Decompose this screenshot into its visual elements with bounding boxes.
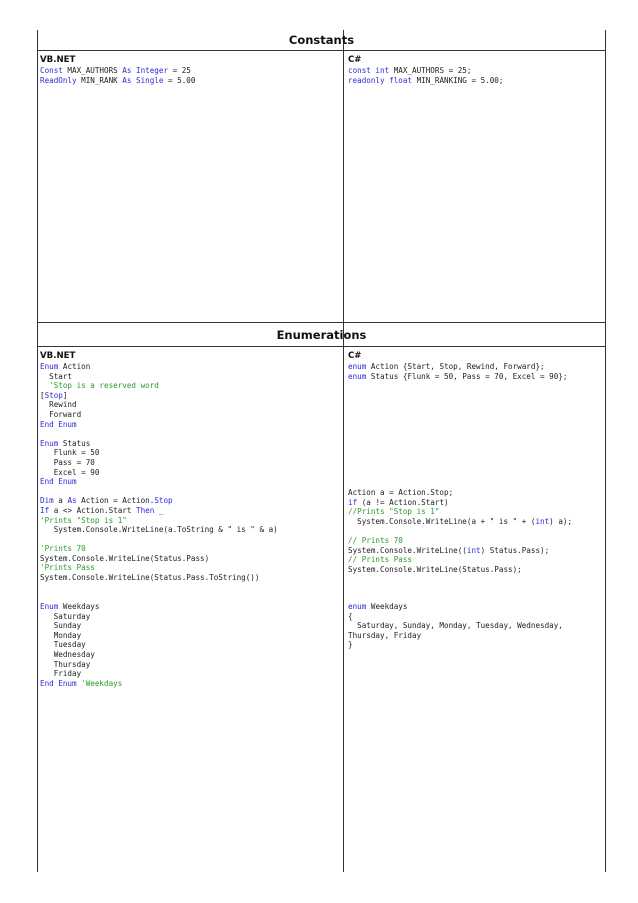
code-line	[348, 372, 603, 382]
code-text: System.Console.WriteLine(Status.Pass.ToString())	[40, 573, 260, 583]
code-text: MAX_AUTHORS = 25;	[389, 66, 472, 75]
code-text: Pass = 70	[40, 457, 95, 467]
table-column-divider	[343, 30, 344, 872]
code-text: Monday	[40, 630, 82, 640]
code-text: Saturday, Sunday, Monday, Tuesday, Wednesday,	[348, 621, 563, 631]
code-keyword: As	[67, 496, 77, 506]
code-line	[40, 535, 340, 545]
code-block	[348, 488, 572, 574]
code-block	[40, 602, 122, 688]
code-line	[348, 488, 572, 498]
table-left-border	[37, 30, 38, 872]
document-table	[37, 30, 606, 872]
code-line	[40, 650, 122, 660]
code-line	[348, 612, 563, 622]
code-line	[40, 679, 122, 689]
code-text: Thursday	[40, 659, 91, 669]
code-line	[348, 507, 572, 517]
code-line	[348, 526, 572, 536]
code-line	[348, 555, 572, 565]
code-keyword: End Enum	[40, 477, 77, 487]
code-text: {	[348, 611, 353, 621]
code-comment: 'Prints 70	[40, 544, 86, 554]
code-line	[40, 381, 340, 391]
code-keyword: As Single	[122, 75, 164, 85]
code-line	[348, 565, 572, 575]
table-right-border	[605, 30, 606, 872]
code-text: Wednesday	[40, 649, 95, 659]
code-block	[40, 66, 340, 85]
code-line	[40, 391, 340, 401]
code-keyword: End Enum	[40, 678, 77, 688]
code-line	[40, 468, 340, 478]
section-title-enumerations: Enumerations	[276, 328, 367, 342]
code-keyword: Dim	[40, 496, 54, 506]
code-keyword: enum	[348, 371, 367, 381]
enumerations-csharp-cell	[348, 350, 603, 650]
code-text: _	[154, 505, 164, 515]
code-line	[40, 525, 340, 535]
code-block	[348, 602, 563, 650]
code-text: Rewind	[40, 400, 77, 410]
code-keyword: Then	[136, 505, 155, 515]
code-keyword: Stop	[44, 390, 63, 400]
code-line	[40, 487, 340, 497]
code-text: a	[53, 496, 68, 506]
language-label: C#	[348, 55, 362, 65]
enumerations-vbnet-cell	[40, 350, 340, 688]
code-line	[40, 516, 340, 526]
code-line	[40, 631, 122, 641]
code-text: = 25	[168, 66, 191, 75]
code-line	[348, 66, 603, 76]
code-text: Weekdays	[366, 602, 408, 611]
code-text: ]	[62, 390, 68, 400]
section-divider	[37, 50, 606, 51]
code-line	[40, 66, 340, 76]
section-divider	[37, 346, 606, 347]
code-line	[40, 573, 340, 583]
code-keyword: As Integer	[122, 66, 169, 75]
code-line	[40, 76, 340, 86]
code-text: Friday	[40, 669, 82, 679]
code-text: System.Console.WriteLine((	[348, 545, 467, 555]
code-keyword: If	[40, 505, 50, 515]
code-keyword: Enum	[40, 602, 59, 611]
code-text: Status	[58, 438, 91, 448]
code-comment: 'Stop is a reserved word	[40, 381, 159, 391]
code-text: Weekdays	[58, 602, 100, 611]
code-keyword: enum	[348, 362, 367, 371]
code-comment: // Prints 70	[348, 535, 403, 545]
code-comment: 'Prints "Stop is 1"	[40, 515, 127, 525]
code-line	[348, 536, 572, 546]
code-comment: // Prints Pass	[348, 555, 413, 565]
code-line	[40, 640, 122, 650]
code-text: MIN_RANKING = 5.00;	[412, 75, 504, 85]
language-label: VB.NET	[40, 351, 76, 361]
code-keyword: int	[535, 516, 550, 526]
code-text: ) Status.Pass);	[480, 545, 550, 555]
code-text: Status {Flunk = 50, Pass = 70, Excel = 90};	[366, 371, 568, 381]
constants-vbnet-cell	[40, 54, 340, 85]
code-text: Flunk = 50	[40, 448, 100, 458]
code-line	[40, 544, 340, 554]
code-keyword: readonly float	[348, 75, 413, 85]
code-keyword: Const	[40, 66, 63, 75]
section-divider	[37, 322, 606, 323]
language-label: VB.NET	[40, 55, 76, 65]
code-line	[40, 496, 340, 506]
code-text: Excel = 90	[40, 467, 100, 477]
code-text: System.Console.WriteLine(a + " is " + (	[348, 516, 536, 526]
code-text: = 5.00	[163, 75, 196, 85]
code-keyword: Enum	[40, 438, 59, 448]
code-text: Thursday, Friday	[348, 630, 422, 640]
code-text: }	[348, 640, 353, 650]
code-block	[40, 362, 340, 583]
code-keyword: End Enum	[40, 419, 77, 429]
code-text: ) a);	[549, 516, 573, 526]
code-comment: 'Weekdays	[76, 678, 123, 688]
code-text: Saturday	[40, 611, 91, 621]
code-block	[348, 66, 603, 85]
code-line	[348, 517, 572, 527]
code-line	[40, 612, 122, 622]
code-text: MIN_RANK	[76, 75, 123, 85]
code-line	[40, 621, 122, 631]
code-line	[348, 602, 563, 612]
code-keyword: ReadOnly	[40, 75, 77, 85]
code-comment: 'Prints Pass	[40, 563, 95, 573]
code-text: MAX_AUTHORS	[62, 66, 123, 75]
code-line	[40, 448, 340, 458]
code-line	[40, 554, 340, 564]
code-text: System.Console.WriteLine(Status.Pass)	[40, 553, 210, 563]
code-text: Tuesday	[40, 640, 86, 650]
code-text: System.Console.WriteLine(a.ToString & " is " & a)	[40, 525, 278, 535]
code-line	[40, 439, 340, 449]
code-line	[348, 631, 563, 641]
code-keyword: int	[466, 545, 481, 555]
code-line	[40, 602, 122, 612]
code-line	[40, 362, 340, 372]
code-line	[40, 372, 340, 382]
code-text: Action = Action.	[76, 496, 155, 506]
code-line	[348, 621, 563, 631]
code-line	[348, 362, 603, 372]
code-keyword: enum	[348, 602, 367, 611]
code-text: Forward	[40, 409, 82, 419]
constants-csharp-cell	[348, 54, 603, 85]
code-line	[40, 400, 340, 410]
code-keyword: const int	[348, 66, 390, 75]
code-line	[40, 458, 340, 468]
code-line	[40, 506, 340, 516]
code-text: a <> Action.Start	[49, 505, 137, 515]
code-block	[348, 362, 603, 381]
code-text: Action {Start, Stop, Rewind, Forward};	[366, 362, 545, 371]
code-line	[40, 429, 340, 439]
code-line	[40, 477, 340, 487]
code-line	[40, 660, 122, 670]
code-text: Start	[40, 371, 73, 381]
code-line	[348, 640, 563, 650]
section-title-constants: Constants	[288, 33, 355, 47]
code-text: (a != Action.Start)	[357, 497, 449, 507]
language-label: C#	[348, 351, 362, 361]
code-text: System.Console.WriteLine(Status.Pass);	[348, 564, 522, 574]
code-comment: //Prints "Stop is 1"	[348, 507, 440, 517]
code-text: Action a = Action.Stop;	[348, 488, 454, 497]
code-line	[348, 498, 572, 508]
code-keyword: Enum	[40, 362, 59, 371]
code-text: [	[40, 390, 45, 400]
code-keyword: if	[348, 497, 358, 507]
code-keyword: Stop	[154, 496, 173, 506]
code-line	[348, 76, 603, 86]
code-text: Action	[58, 362, 91, 371]
code-line	[348, 546, 572, 556]
code-line	[40, 669, 122, 679]
code-line	[40, 563, 340, 573]
code-line	[40, 420, 340, 430]
code-text: Sunday	[40, 621, 82, 631]
code-line	[40, 410, 340, 420]
